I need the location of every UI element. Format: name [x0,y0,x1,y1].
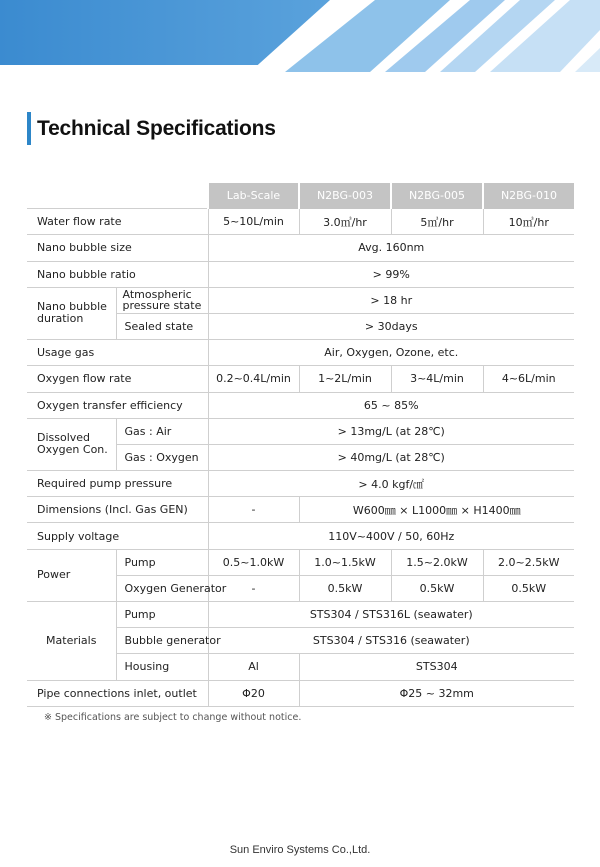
row-label: Required pump pressure [27,471,208,497]
row-label: Nano bubble ratio [27,261,208,287]
cell-value: 0.5kW [299,575,391,601]
sub-label: Oxygen Generator [116,575,208,601]
col-header-n2bg-005: N2BG-005 [391,183,483,209]
row-water-flow [27,209,574,235]
row-label: Supply voltage [27,523,208,549]
cell-value: 110V~400V / 50, 60Hz [208,523,574,549]
cell-value: Φ20 [208,680,299,706]
cell-value: > 13mg/L (at 28℃) [208,418,574,444]
sub-label: Gas : Air [116,418,208,444]
row-materials-pump [27,602,574,628]
cell-value: 0.5kW [483,575,574,601]
cell-value: 2.0~2.5kW [483,549,574,575]
cell-value: - [208,497,299,523]
page-title-block [27,112,276,145]
cell-value: 3~4L/min [391,366,483,392]
sub-label: Gas : Oxygen [116,444,208,470]
group-label-materials: Materials [27,602,116,681]
row-transfer-efficiency [27,392,574,418]
sub-label: Pump [116,549,208,575]
cell-value: STS304 / STS316 (seawater) [208,628,574,654]
row-label: Dimensions (Incl. Gas GEN) [27,497,208,523]
cell-value: 5㎥/hr [391,209,483,235]
cell-value: Air, Oxygen, Ozone, etc. [208,340,574,366]
row-label: Nano bubble size [27,235,208,261]
cell-value: 1.5~2.0kW [391,549,483,575]
sub-label: Pump [116,602,208,628]
sub-label: Housing [116,654,208,680]
row-dimensions [27,497,574,523]
cell-value: 0.5~1.0kW [208,549,299,575]
row-bubble-size [27,235,574,261]
group-label-power: Power [27,549,116,601]
header-banner [0,0,600,72]
cell-value: > 18 hr [208,287,574,313]
col-header-lab-scale: Lab-Scale [208,183,299,209]
cell-value: STS304 [299,654,574,680]
cell-value: > 4.0 kgf/㎠ [208,471,574,497]
cell-value: - [208,575,299,601]
sub-label: Atmospheric pressure state [116,287,208,313]
cell-value: 1~2L/min [299,366,391,392]
row-label: Water flow rate [27,209,208,235]
cell-value: STS304 / STS316L (seawater) [208,602,574,628]
spec-note: ※ Specifications are subject to change without notice. [44,712,302,723]
row-pipe [27,680,574,706]
cell-value: 0.2~0.4L/min [208,366,299,392]
sub-label: Sealed state [116,313,208,339]
cell-value: Al [208,654,299,680]
cell-value: Avg. 160nm [208,235,574,261]
row-pump-pressure [27,471,574,497]
group-label-dissolved: Dissolved Oxygen Con. [27,418,116,470]
row-dissolved-air [27,418,574,444]
cell-value: 65 ~ 85% [208,392,574,418]
row-label: Oxygen flow rate [27,366,208,392]
row-oxygen-flow [27,366,574,392]
row-label: Pipe connections inlet, outlet [27,680,208,706]
row-bubble-ratio [27,261,574,287]
cell-value: 5~10L/min [208,209,299,235]
title-accent-bar [27,112,31,145]
cell-value: > 40mg/L (at 28℃) [208,444,574,470]
header-blank [27,183,208,209]
row-duration-atm [27,287,574,313]
sub-label: Bubble generator [116,628,208,654]
cell-value: 1.0~1.5kW [299,549,391,575]
cell-value: W600㎜ × L1000㎜ × H1400㎜ [299,497,574,523]
col-header-n2bg-003: N2BG-003 [299,183,391,209]
cell-value: 3.0㎥/hr [299,209,391,235]
page-title: Technical Specifications [37,116,276,140]
company-footer: Sun Enviro Systems Co.,Ltd. [229,844,371,856]
row-usage-gas [27,340,574,366]
cell-value: Φ25 ~ 32mm [299,680,574,706]
col-header-n2bg-010: N2BG-010 [483,183,574,209]
row-supply-voltage [27,523,574,549]
cell-value: 4~6L/min [483,366,574,392]
cell-value: 0.5kW [391,575,483,601]
cell-value: 10㎥/hr [483,209,574,235]
row-power-pump [27,549,574,575]
row-label: Usage gas [27,340,208,366]
row-label: Oxygen transfer efficiency [27,392,208,418]
group-label-duration: Nano bubble duration [27,287,116,339]
cell-value: > 30days [208,313,574,339]
cell-value: > 99% [208,261,574,287]
spec-header-row [27,183,574,209]
spec-table [27,183,574,707]
